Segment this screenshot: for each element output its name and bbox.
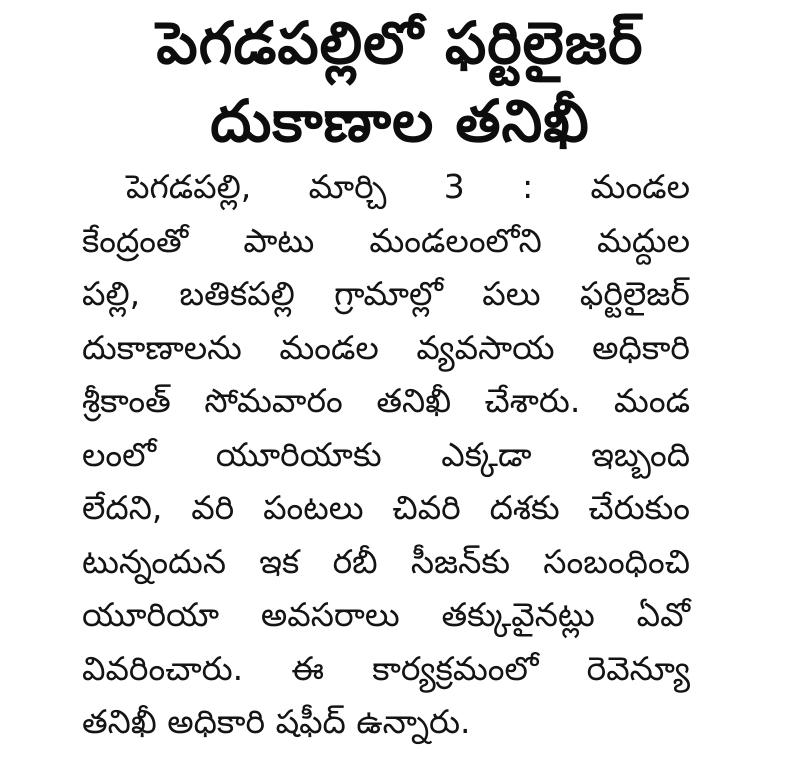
body-line-7: లేదని, వరి పంటలు చివరి దశకు చేరుకుం xyxy=(82,488,690,527)
body-line-8: టున్నందున ఇక రబీ సీజన్‌కు సంబంధించి xyxy=(82,541,690,581)
headline-line-1: పెగడపల్లిలో ఫర్టిలైజర్ xyxy=(156,9,644,77)
headline-line-2: దుకాణాల తనిఖీ xyxy=(210,87,590,155)
body-line-6: లంలో యూరియాకు ఎక్కడా ఇబ్బంది xyxy=(82,434,690,474)
body-line-11: తనిఖీ అధికారి షఫీద్ ఉన్నారు. xyxy=(82,702,471,741)
body-line-1: పెగడపల్లి, మార్చి 3 : మండల xyxy=(126,167,690,206)
headline xyxy=(0,4,800,160)
body-line-3: పల్లి, బతికపల్లి గ్రామాల్లో పలు ఫర్టిలైజర్ xyxy=(82,274,690,313)
body-line-10: వివరించారు. ఈ కార్యక్రమంలో రెవెన్యూ xyxy=(82,648,690,688)
body-line-5: శ్రీకాంత్ సోమవారం తనిఖీ చేశారు. మండ xyxy=(82,381,690,420)
article-body xyxy=(82,160,690,749)
body-line-4: దుకాణాలను మండల వ్యవసాయ అధికారి xyxy=(82,327,690,367)
body-line-2: కేంద్రంతో పాటు మండలంలోని మద్దుల xyxy=(82,220,690,260)
body-line-9: యూరియా అవసరాలు తక్కువైనట్లు ఏవో xyxy=(82,595,690,634)
